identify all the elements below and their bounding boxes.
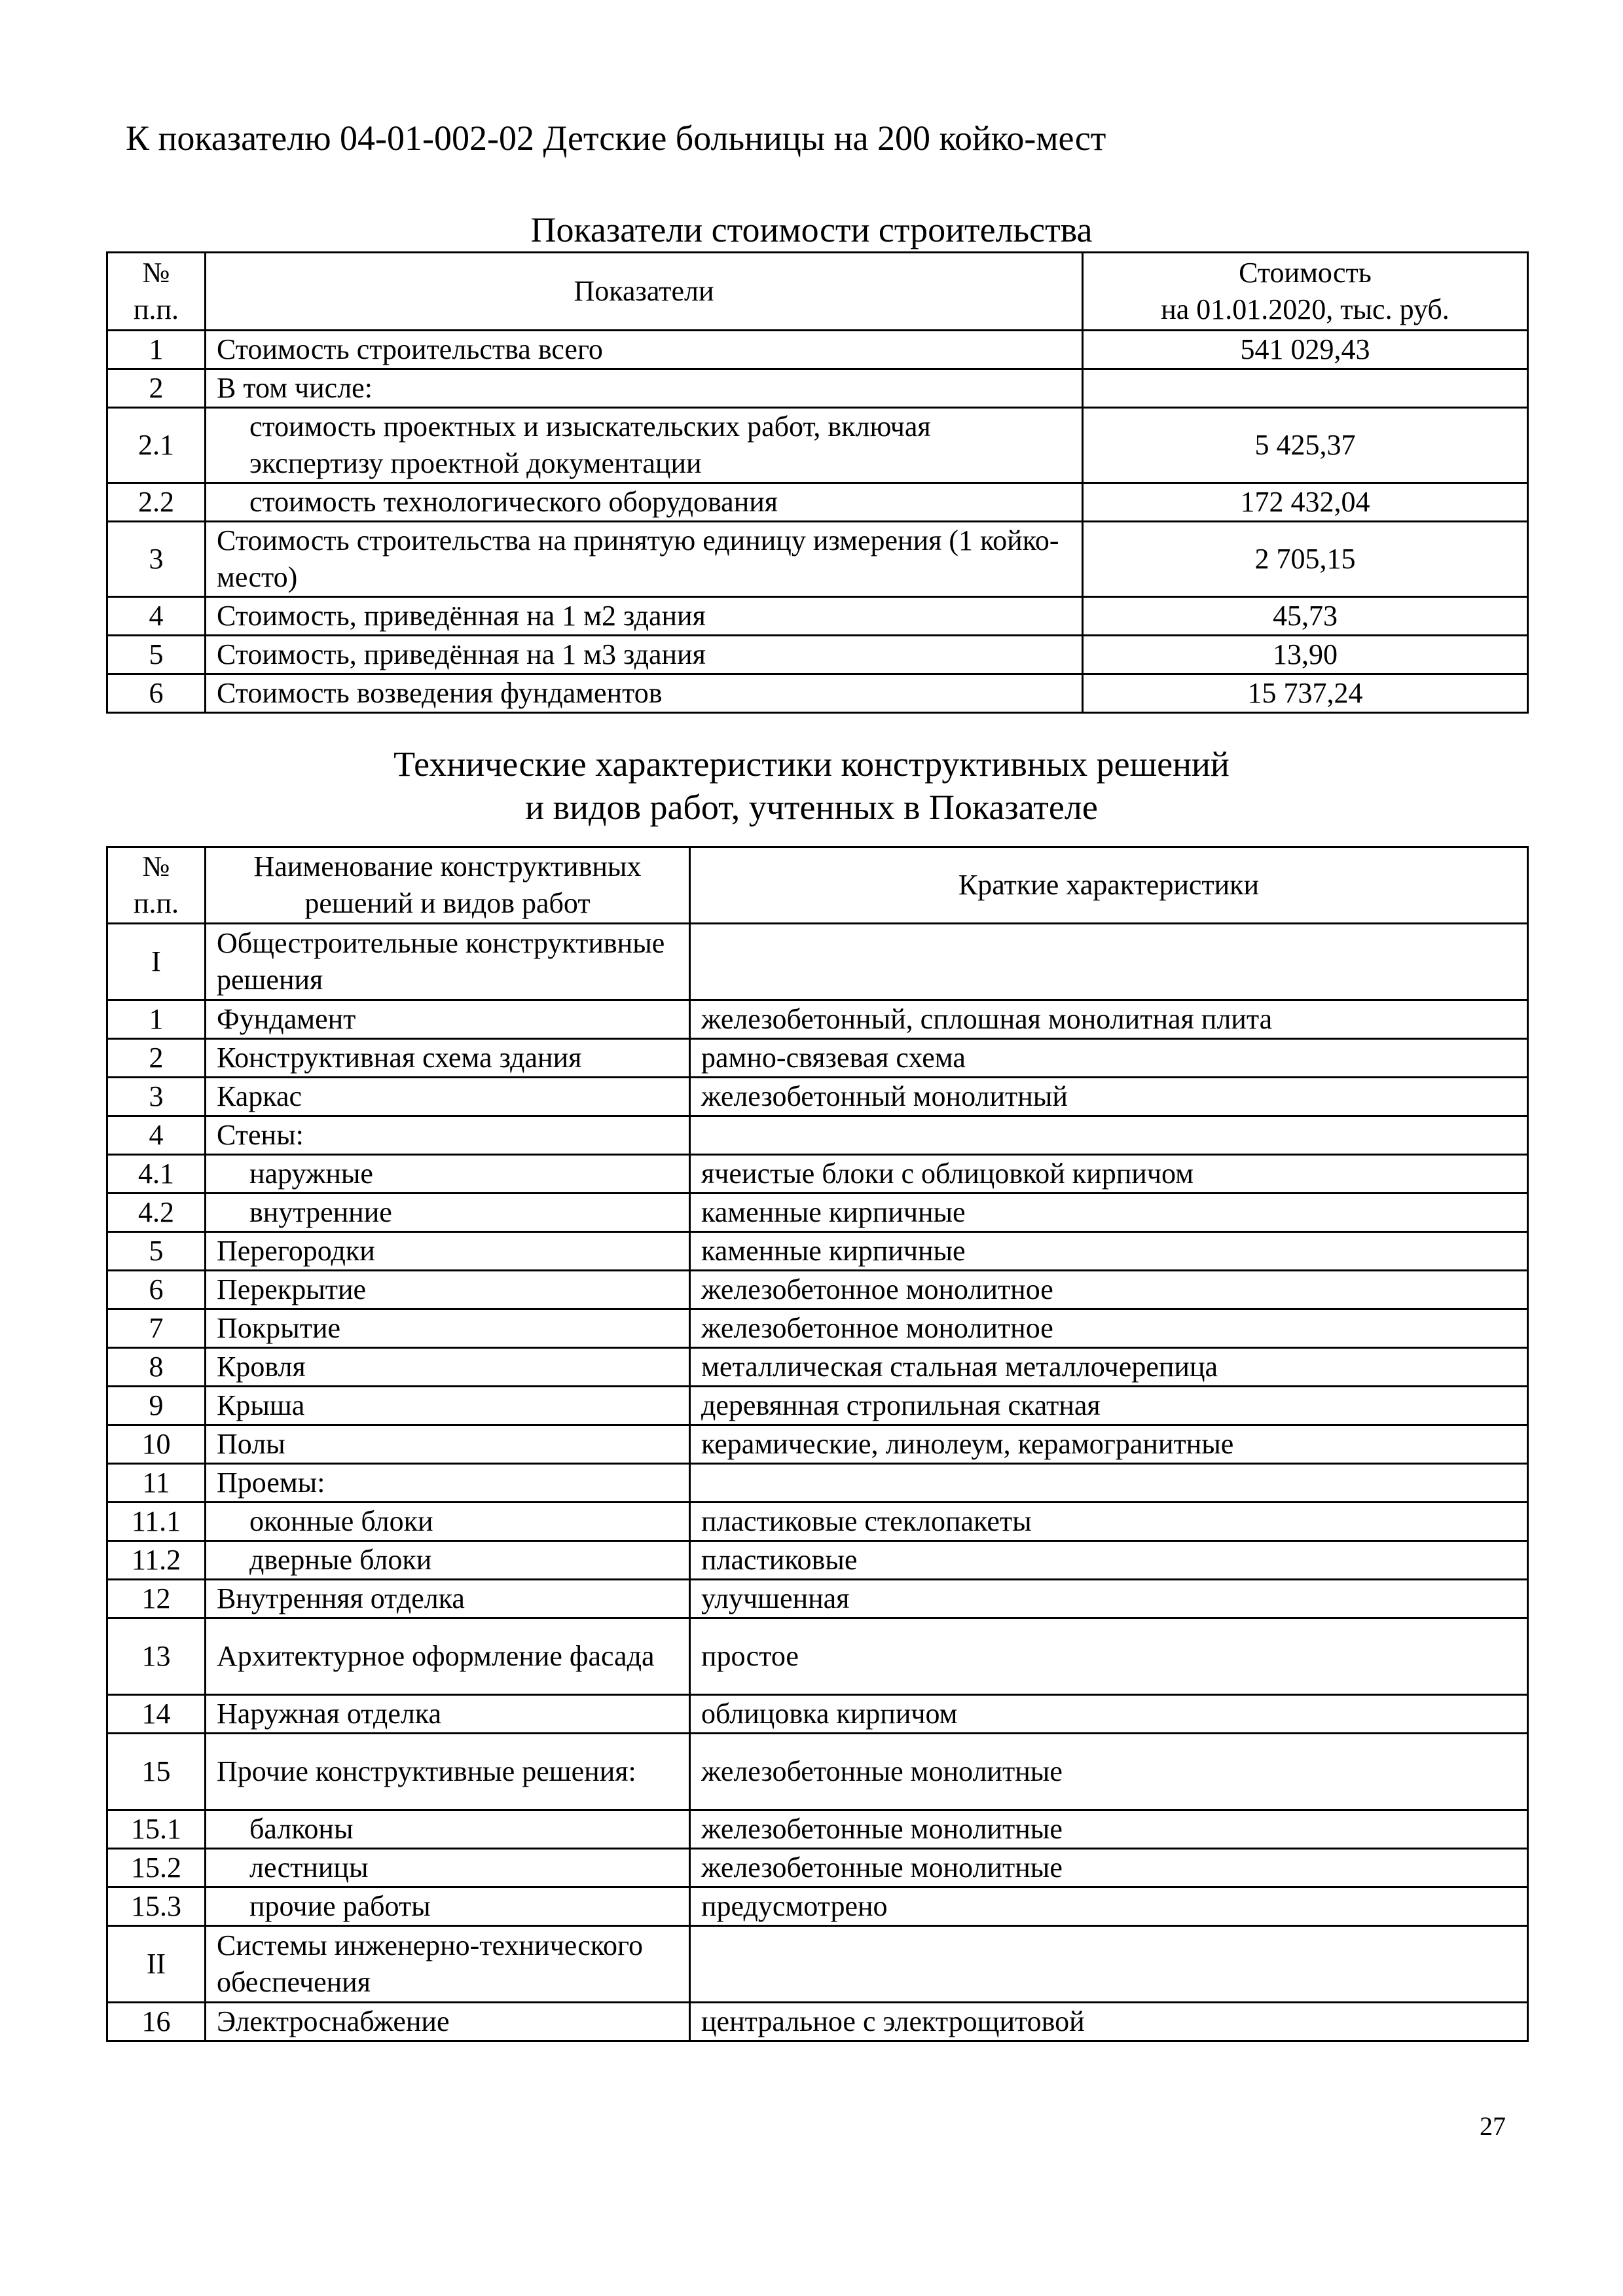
row-name: наружные — [206, 1155, 690, 1194]
row-num: 3 — [107, 1078, 206, 1116]
row-desc: пластиковые стеклопакеты — [690, 1503, 1528, 1541]
row-desc: каменные кирпичные — [690, 1232, 1528, 1271]
row-desc — [690, 1464, 1528, 1503]
row-label: стоимость проектных и изыскательских работ, включая экспертизу проектной документации — [206, 408, 1083, 483]
table-row — [107, 597, 1528, 636]
table-row — [107, 369, 1528, 408]
table-row — [107, 1271, 1528, 1309]
row-label: стоимость технологического оборудования — [206, 483, 1083, 522]
table-row — [107, 2003, 1528, 2041]
header-num: № п.п. — [107, 847, 206, 924]
table-row — [107, 1078, 1528, 1116]
row-name: Перекрытие — [206, 1271, 690, 1309]
row-value: 13,90 — [1083, 636, 1528, 674]
row-name: Электроснабжение — [206, 2003, 690, 2041]
table-row — [107, 1425, 1528, 1464]
row-name: Покрытие — [206, 1309, 690, 1348]
row-name: Кровля — [206, 1348, 690, 1387]
header-num: № п.п. — [107, 253, 206, 331]
table-row — [107, 1580, 1528, 1618]
row-label: Стоимость, приведённая на 1 м2 здания — [206, 597, 1083, 636]
row-desc: железобетонные монолитные — [690, 1849, 1528, 1887]
row-value: 45,73 — [1083, 597, 1528, 636]
row-desc: улучшенная — [690, 1580, 1528, 1618]
table-row — [107, 1348, 1528, 1387]
row-num: 14 — [107, 1695, 206, 1734]
row-desc: простое — [690, 1618, 1528, 1695]
table-row — [107, 1541, 1528, 1580]
row-desc: облицовка кирпичом — [690, 1695, 1528, 1734]
row-num: 5 — [107, 1232, 206, 1271]
table-row — [107, 1309, 1528, 1348]
page-number: 27 — [1480, 2111, 1506, 2141]
row-desc: керамические, линолеум, керамогранитные — [690, 1425, 1528, 1464]
row-name: прочие работы — [206, 1887, 690, 1926]
table-row — [107, 1810, 1528, 1849]
row-num: I — [107, 924, 206, 1000]
row-num: 2 — [107, 369, 206, 408]
table-row — [107, 1926, 1528, 2003]
row-num: 15 — [107, 1734, 206, 1810]
row-num: 7 — [107, 1309, 206, 1348]
row-desc: железобетонные монолитные — [690, 1810, 1528, 1849]
tech-table-caption: Технические характеристики конструктивных решений и видов работ, учтенных в Показателе — [393, 744, 1230, 827]
row-num: 2.2 — [107, 483, 206, 522]
row-num: 11.2 — [107, 1541, 206, 1580]
row-name: Полы — [206, 1425, 690, 1464]
table-row — [107, 1887, 1528, 1926]
row-num: 15.2 — [107, 1849, 206, 1887]
row-desc: предусмотрено — [690, 1887, 1528, 1926]
row-num: 6 — [107, 674, 206, 713]
row-name: Внутренняя отделка — [206, 1580, 690, 1618]
row-num: 4 — [107, 597, 206, 636]
row-desc: железобетонный, сплошная монолитная плита — [690, 1000, 1528, 1039]
row-num: 6 — [107, 1271, 206, 1309]
row-num: 15.3 — [107, 1887, 206, 1926]
row-desc: каменные кирпичные — [690, 1194, 1528, 1232]
table-row — [107, 483, 1528, 522]
row-name: Крыша — [206, 1387, 690, 1425]
table-row — [107, 1000, 1528, 1039]
row-name: дверные блоки — [206, 1541, 690, 1580]
table-row — [107, 1618, 1528, 1695]
row-num: 4.2 — [107, 1194, 206, 1232]
row-label: Стоимость возведения фундаментов — [206, 674, 1083, 713]
row-name: Общестроительные конструктивные решения — [206, 924, 690, 1000]
row-desc: центральное с электрощитовой — [690, 2003, 1528, 2041]
row-desc — [690, 924, 1528, 1000]
row-name: Перегородки — [206, 1232, 690, 1271]
table-row — [107, 1116, 1528, 1155]
tech-table — [106, 846, 1529, 2042]
row-num: 9 — [107, 1387, 206, 1425]
row-name: лестницы — [206, 1849, 690, 1887]
row-num: 4 — [107, 1116, 206, 1155]
table-row — [107, 1503, 1528, 1541]
row-num: 16 — [107, 2003, 206, 2041]
header-indicator: Показатели — [206, 253, 1083, 331]
row-desc: железобетонный монолитный — [690, 1078, 1528, 1116]
table-row — [107, 1695, 1528, 1734]
row-num: 5 — [107, 636, 206, 674]
cost-table — [106, 251, 1529, 714]
header-cost: Стоимость на 01.01.2020, тыс. руб. — [1083, 253, 1528, 331]
cost-table-header — [107, 253, 1528, 331]
row-name: Каркас — [206, 1078, 690, 1116]
table-row — [107, 1387, 1528, 1425]
row-num: 12 — [107, 1580, 206, 1618]
row-label: Стоимость, приведённая на 1 м3 здания — [206, 636, 1083, 674]
row-name: Стены: — [206, 1116, 690, 1155]
table-row — [107, 1039, 1528, 1078]
table-row — [107, 408, 1528, 483]
row-num: 15.1 — [107, 1810, 206, 1849]
row-desc: металлическая стальная металлочерепица — [690, 1348, 1528, 1387]
row-desc: железобетонное монолитное — [690, 1271, 1528, 1309]
row-num: 3 — [107, 522, 206, 597]
row-name: Прочие конструктивные решения: — [206, 1734, 690, 1810]
row-value: 15 737,24 — [1083, 674, 1528, 713]
row-value — [1083, 369, 1528, 408]
row-num: 4.1 — [107, 1155, 206, 1194]
row-num: II — [107, 1926, 206, 2003]
row-desc: железобетонные монолитные — [690, 1734, 1528, 1810]
row-desc: железобетонное монолитное — [690, 1309, 1528, 1348]
row-num: 1 — [107, 1000, 206, 1039]
row-desc: деревянная стропильная скатная — [690, 1387, 1528, 1425]
row-num: 13 — [107, 1618, 206, 1695]
row-num: 1 — [107, 331, 206, 369]
header-name: Наименование конструктивных решений и видов работ — [206, 847, 690, 924]
row-name: Проемы: — [206, 1464, 690, 1503]
row-desc: пластиковые — [690, 1541, 1528, 1580]
table-row — [107, 1849, 1528, 1887]
row-name: оконные блоки — [206, 1503, 690, 1541]
row-num: 2 — [107, 1039, 206, 1078]
table-row — [107, 1155, 1528, 1194]
tech-table-header — [107, 847, 1528, 924]
row-value: 172 432,04 — [1083, 483, 1528, 522]
row-label: В том числе: — [206, 369, 1083, 408]
row-name: внутренние — [206, 1194, 690, 1232]
table-row — [107, 674, 1528, 713]
table-row — [107, 1734, 1528, 1810]
row-num: 2.1 — [107, 408, 206, 483]
row-desc: ячеистые блоки с облицовкой кирпичом — [690, 1155, 1528, 1194]
row-desc — [690, 1926, 1528, 2003]
row-value: 5 425,37 — [1083, 408, 1528, 483]
table-row — [107, 636, 1528, 674]
row-name: Наружная отделка — [206, 1695, 690, 1734]
row-value: 541 029,43 — [1083, 331, 1528, 369]
cost-table-caption: Показатели стоимости строительства — [530, 210, 1093, 249]
row-name: Фундамент — [206, 1000, 690, 1039]
header-desc: Краткие характеристики — [690, 847, 1528, 924]
table-row — [107, 1464, 1528, 1503]
table-row — [107, 924, 1528, 1000]
row-num: 10 — [107, 1425, 206, 1464]
row-name: Системы инженерно-технического обеспечения — [206, 1926, 690, 2003]
row-num: 11 — [107, 1464, 206, 1503]
row-name: Архитектурное оформление фасада — [206, 1618, 690, 1695]
table-row — [107, 331, 1528, 369]
row-num: 11.1 — [107, 1503, 206, 1541]
row-label: Стоимость строительства на принятую единицу измерения (1 койко-место) — [206, 522, 1083, 597]
row-value: 2 705,15 — [1083, 522, 1528, 597]
table-row — [107, 522, 1528, 597]
row-label: Стоимость строительства всего — [206, 331, 1083, 369]
row-name: балконы — [206, 1810, 690, 1849]
row-desc: рамно-связевая схема — [690, 1039, 1528, 1078]
table-row — [107, 1232, 1528, 1271]
row-name: Конструктивная схема здания — [206, 1039, 690, 1078]
row-num: 8 — [107, 1348, 206, 1387]
page-heading: К показателю 04-01-002-02 Детские больницы на 200 койко-мест — [126, 118, 1106, 158]
row-desc — [690, 1116, 1528, 1155]
table-row — [107, 1194, 1528, 1232]
